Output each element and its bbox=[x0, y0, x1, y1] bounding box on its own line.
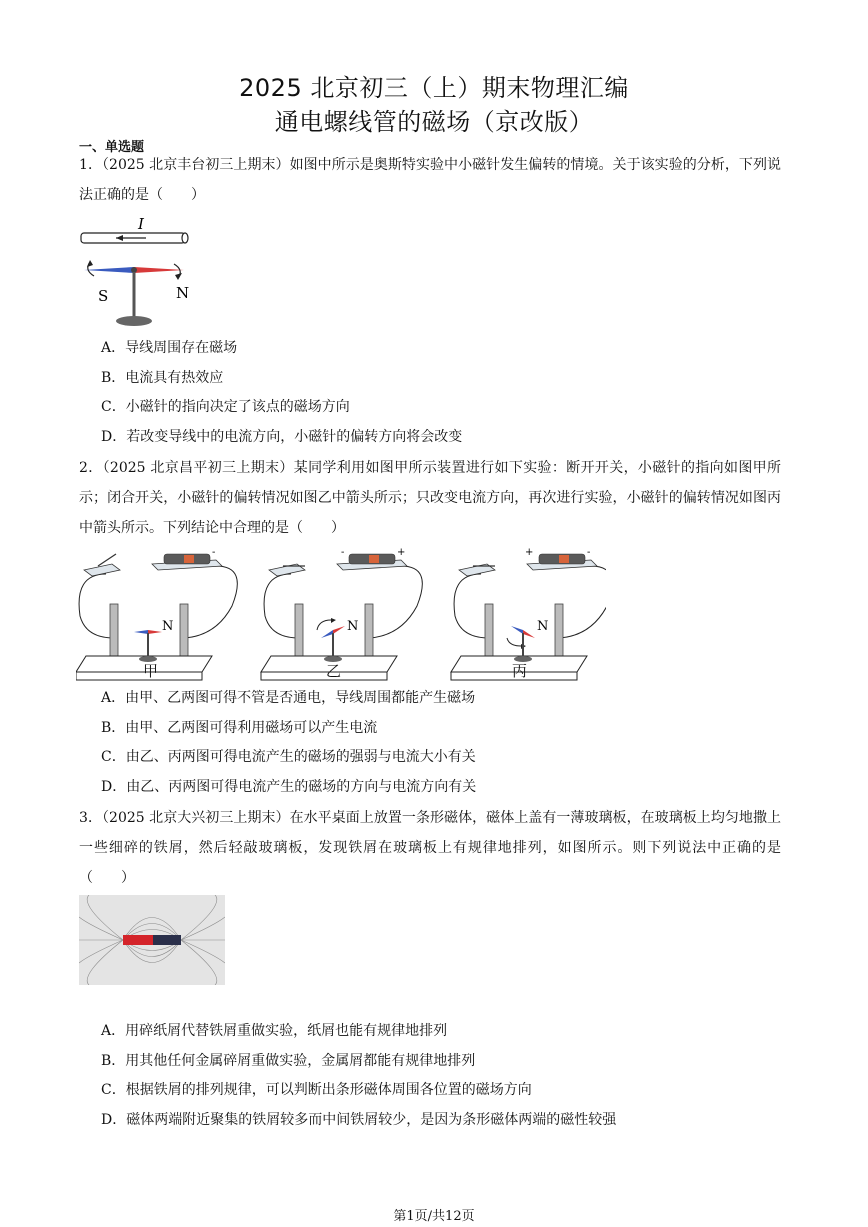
iron-filings-figure bbox=[79, 895, 225, 985]
page-number: 第1页/共12页 bbox=[393, 1209, 475, 1224]
q2-option-d: D．由乙、丙两图可得电流产生的磁场的方向与电流方向有关 bbox=[101, 779, 477, 795]
svg-text:-: - bbox=[341, 547, 345, 558]
panel-label-bing: 丙 bbox=[512, 662, 528, 680]
svg-text:N: N bbox=[537, 619, 549, 634]
question-3-stem: 3．（2025 北京大兴初三上期末）在水平桌面上放置一条形磁体，磁体上盖有一薄玻璃板，在玻璃板上均匀地撒上一些细碎的铁屑，然后轻敲玻璃板，发现铁屑在玻璃板上有规律地排列，如图所示。则下列说法中正确的是（ ） bbox=[79, 810, 781, 886]
panel-label-jia: 甲 bbox=[143, 662, 159, 680]
current-label: I bbox=[138, 215, 144, 233]
section-heading: 一、单选题 bbox=[79, 140, 145, 155]
svg-text:+: + bbox=[397, 547, 406, 558]
panel-yi bbox=[261, 547, 422, 680]
q3-option-b: B．用其他任何金属碎屑重做实验，金属屑都能有规律地排列 bbox=[101, 1053, 476, 1069]
svg-text:N: N bbox=[347, 619, 359, 634]
north-label: N bbox=[176, 284, 190, 302]
question-2-stem: 2．（2025 北京昌平初三上期末）某同学利用如图甲所示装置进行如下实验：断开开关，小磁针的指向如图甲所示；闭合开关，小磁针的偏转情况如图乙中箭头所示；只改变电流方向，再次进行实验，小磁针的偏转情况如图丙中箭头所示。下列结论中合理的是（ ） bbox=[79, 460, 781, 536]
panel-bing bbox=[451, 547, 606, 680]
svg-text:+: + bbox=[525, 547, 534, 558]
page-title: 2025 北京初三（上）期末物理汇编 bbox=[239, 74, 629, 102]
magnet-north-half bbox=[123, 935, 153, 945]
panel-label-yi: 乙 bbox=[326, 662, 342, 680]
svg-text:N: N bbox=[162, 619, 174, 634]
question-1-stem: 1．（2025 北京丰台初三上期末）如图中所示是奥斯特实验中小磁针发生偏转的情境。关于该实验的分析，下列说法正确的是（ ） bbox=[79, 157, 781, 203]
q2-option-c: C．由乙、丙两图可得电流产生的磁场的强弱与电流大小有关 bbox=[101, 749, 476, 765]
magnet-south-half bbox=[153, 935, 181, 945]
q2-option-a: A．由甲、乙两图可得不管是否通电，导线周围都能产生磁场 bbox=[101, 690, 476, 706]
q1-option-c: C．小磁针的指向决定了该点的磁场方向 bbox=[101, 399, 350, 415]
q1-option-b: B．电流具有热效应 bbox=[101, 370, 224, 386]
page-subtitle: 通电螺线管的磁场（京改版） bbox=[274, 108, 594, 136]
q3-option-a: A．用碎纸屑代替铁屑重做实验，纸屑也能有规律地排列 bbox=[101, 1023, 448, 1039]
q1-option-d: D．若改变导线中的电流方向，小磁针的偏转方向将会改变 bbox=[101, 429, 463, 445]
svg-text:-: - bbox=[212, 547, 216, 558]
south-label: S bbox=[98, 287, 109, 305]
svg-text:-: - bbox=[587, 547, 591, 558]
q3-option-d: D．磁体两端附近聚集的铁屑较多而中间铁屑较少，是因为条形磁体两端的磁性较强 bbox=[101, 1112, 617, 1128]
oersted-experiment-figure bbox=[76, 212, 196, 332]
q2-option-b: B．由甲、乙两图可得利用磁场可以产生电流 bbox=[101, 720, 378, 736]
q3-option-c: C．根据铁屑的排列规律，可以判断出条形磁体周围各位置的磁场方向 bbox=[101, 1082, 532, 1098]
q1-option-a: A．导线周围存在磁场 bbox=[101, 340, 238, 356]
